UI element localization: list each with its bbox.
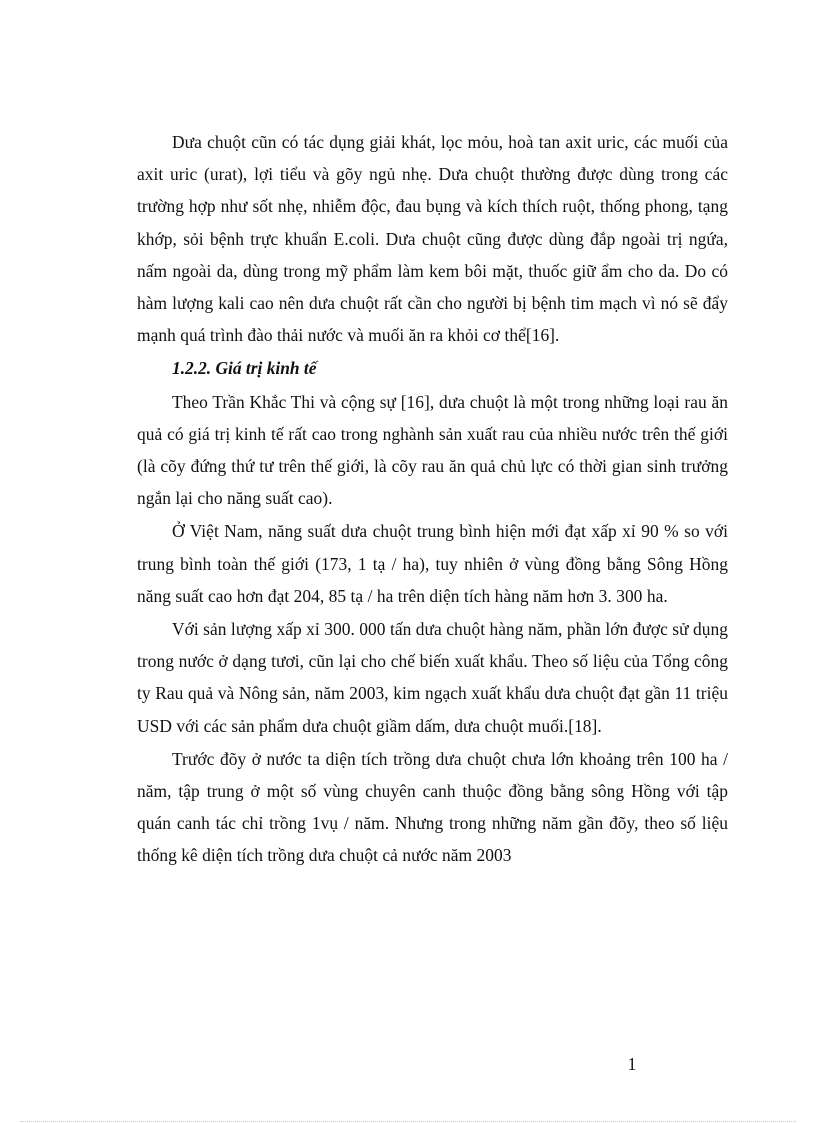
paragraph-production-export: Với sản lượng xấp xỉ 300. 000 tấn dưa chuột hàng năm, phần lớn được sử dụng trong nước ở dạng tươi, cũn lại cho chế biến xuất khẩu. Theo số liệu của Tổng công ty Rau quả và Nông sản, năm 2003, kim ngạch xuất khẩu dưa chuột đạt gần 11 triệu USD với các sản phẩm dưa chuột giầm dấm, dưa chuột muối.[18]. (137, 619, 728, 736)
paragraph-economic-value: Theo Trần Khắc Thi và cộng sự [16], dưa chuột là một trong những loại rau ăn quả có giá trị kinh tế rất cao trong nghành sản xuất rau của nhiều nước trên thế giới (là cõy đứng thứ tư trên thế giới, là cõy rau ăn quả chủ lực có thời gian sinh trưởng ngắn lại cho năng suất cao). (137, 391, 728, 509)
paragraph-cultivation-area: Trước đõy ở nước ta diện tích trồng dưa chuột chưa lớn khoảng trên 100 ha / năm, tập trung ở một số vùng chuyên canh thuộc đồng bằng sông Hồng với tập quán canh tác chỉ trồng 1vụ / năm. Nhưng trong những năm gần đõy, theo số liệu thống kê diện tích trồng dưa chuột cả nước năm 2003 (137, 748, 728, 866)
document-body (137, 126, 728, 873)
paragraph-medicinal-uses: Dưa chuột cũn có tác dụng giải khát, lọc mỏu, hoà tan axit uric, các muối của axit uric (urat), lợi tiểu và gõy ngủ nhẹ. Dưa chuột thường được dùng trong các trường hợp như sốt nhẹ, nhiễm độc, đau bụng và kích thích ruột, thống phong, tạng khớp, sỏi bệnh trực khuẩn E.coli. Dưa chuột cũng được dùng đắp ngoài trị ngứa, nấm ngoài da, dùng trong mỹ phẩm làm kem bôi mặt, thuốc giữ ẩm cho da. Do có hàm lượng kali cao nên dưa chuột rất cần cho người bị bệnh tim mạch vì nó sẽ đẩy mạnh quá trình đào thải nước và muối ăn ra khỏi cơ thể[16]. (137, 132, 728, 346)
page-number: 1 (627, 1054, 637, 1074)
footer-divider (20, 1121, 796, 1122)
paragraph-vietnam-yield: Ở Việt Nam, năng suất dưa chuột trung bình hiện mới đạt xấp xỉ 90 % so với trung bình toàn thế giới (173, 1 tạ / ha), tuy nhiên ở vùng đồng bằng Sông Hồng năng suất cao hơn đạt 204, 85 tạ / ha trên diện tích hàng năm hơn 3. 300 ha. (137, 521, 728, 606)
section-heading-economic-value: 1.2.2. Giá trị kinh tế (172, 358, 317, 379)
